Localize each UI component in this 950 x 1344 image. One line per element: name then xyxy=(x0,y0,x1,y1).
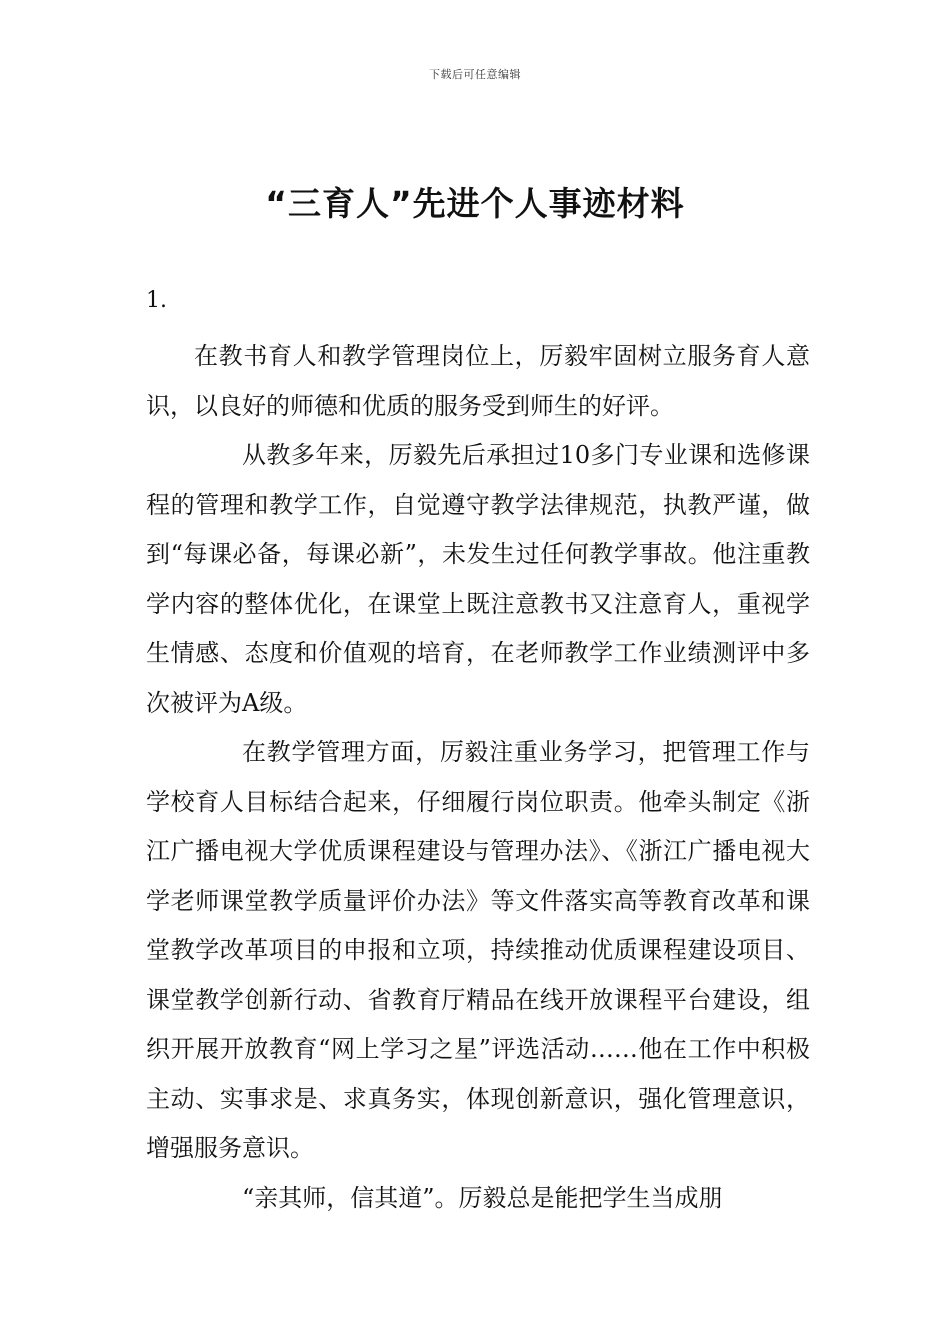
paragraph-1: 在教书育人和教学管理岗位上，厉毅牢固树立服务育人意识，以良好的师德和优质的服务受到师生的好评。 xyxy=(146,342,810,420)
section-number: 1. xyxy=(146,288,167,313)
page-header-watermark: 下载后可任意编辑 xyxy=(429,68,521,81)
paragraph-2: 从教多年来，厉毅先后承担过10多门专业课和选修课程的管理和教学工作，自觉遵守教学法律规范，执教严谨，做到“每课必备，每课必新”，未发生过任何教学事故。他注重教学内容的整体优化，在课堂上既注意教书又注意育人，重视学生情感、态度和价值观的培育，在老师教学工作业绩测评中多次被评为A级。 xyxy=(146,441,810,717)
paragraph-4: “亲其师，信其道”。厉毅总是能把学生当成朋 xyxy=(242,1183,723,1212)
paragraph-3: 在教学管理方面，厉毅注重业务学习，把管理工作与学校育人目标结合起来，仔细履行岗位职责。他牵头制定《浙江广播电视大学优质课程建设与管理办法》、《浙江广播电视大学老师课堂教学质量评价办法》等文件落实高等教育改革和课堂教学改革项目的申报和立项，持续推动优质课程建设项目、课堂教学创新行动、省教育厅精品在线开放课程平台建设，组织开展开放教育“网上学习之星”评选活动……他在工作中积极主动、实事求是、求真务实，体现创新意识，强化管理意识，增强服务意识。 xyxy=(146,738,810,1162)
document-title: “三育人”先进个人事迹材料 xyxy=(265,184,685,223)
document-body xyxy=(146,332,810,1223)
